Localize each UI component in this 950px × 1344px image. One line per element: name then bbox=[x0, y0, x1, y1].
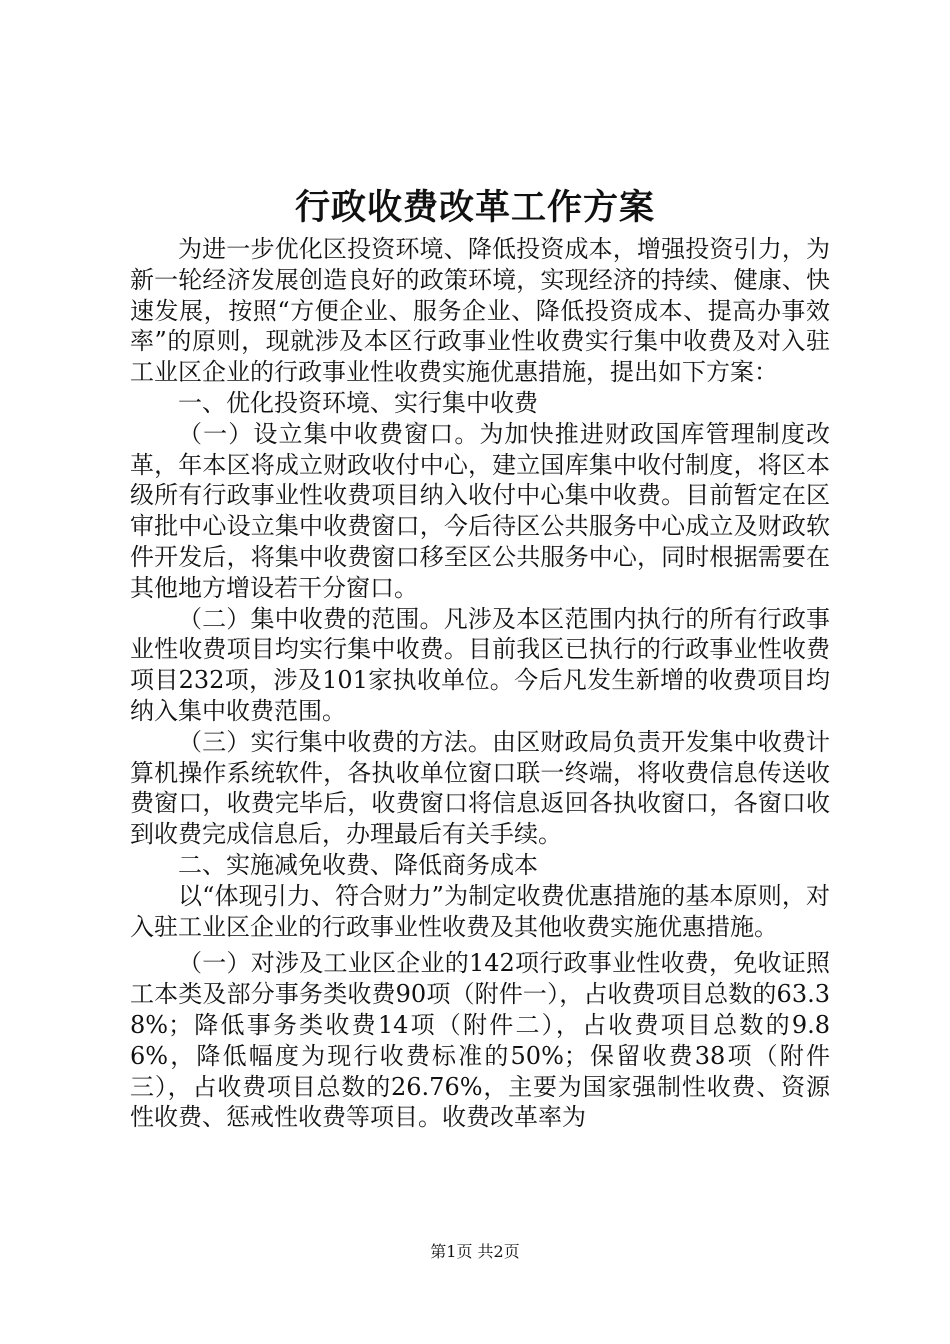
page-footer: 第1页 共2页 bbox=[430, 1242, 520, 1261]
paragraph-collection-window: （一）设立集中收费窗口。为加快推进财政国库管理制度改革，年本区将成立财政收付中心，建立国库集中收付制度，将区本级所有行政事业性收费项目纳入收付中心集中收费。目前暂定在区审批中心设立集中收费窗口，今后待区公共服务中心成立及财政软件开发后，将集中收费窗口移至区公共服务中心，同时根据需要在其他地方增设若干分窗口。 bbox=[130, 419, 830, 602]
paragraph-principle: 以“体现引力、符合财力”为制定收费优惠措施的基本原则，对入驻工业区企业的行政事业性收费及其他收费实施优惠措施。 bbox=[130, 881, 830, 941]
intro-paragraph: 为进一步优化区投资环境、降低投资成本，增强投资引力，为新一轮经济发展创造良好的政策环境，实现经济的持续、健康、快速发展，按照“方便企业、服务企业、降低投资成本、提高办事效率”的原则，现就涉及本区行政事业性收费实行集中收费及对入驻工业区企业的行政事业性收费实施优惠措施，提出如下方案： bbox=[130, 235, 830, 387]
paragraph-collection-scope: （二）集中收费的范围。凡涉及本区范围内执行的所有行政事业性收费项目均实行集中收费。目前我区已执行的行政事业性收费项目232项，涉及101家执收单位。今后凡发生新增的收费项目均纳入集中收费范围。 bbox=[130, 604, 830, 725]
paragraph-fee-reduction: （一）对涉及工业区企业的142项行政事业性收费，免收证照工本类及部分事务类收费90项（附件一），占收费项目总数的63.38%；降低事务类收费14项（附件二），占收费项目总数的9.86%，降低幅度为现行收费标准的50%；保留收费38项（附件三），占收费项目总数的26.76%，主要为国家强制性收费、资源性收费、惩戒性收费等项目。收费改革率为 bbox=[130, 949, 830, 1132]
paragraph-collection-method: （三）实行集中收费的方法。由区财政局负责开发集中收费计算机操作系统软件，各执收单位窗口联一终端，将收费信息传送收费窗口，收费完毕后，收费窗口将信息返回各执收窗口，各窗口收到收费完成信息后，办理最后有关手续。 bbox=[130, 727, 830, 849]
section-heading-2: 二、实施减免收费、降低商务成本 bbox=[178, 850, 538, 879]
section-heading-1: 一、优化投资环境、实行集中收费 bbox=[178, 388, 538, 417]
document-title: 行政收费改革工作方案 bbox=[294, 187, 655, 228]
document-body bbox=[130, 234, 830, 1133]
